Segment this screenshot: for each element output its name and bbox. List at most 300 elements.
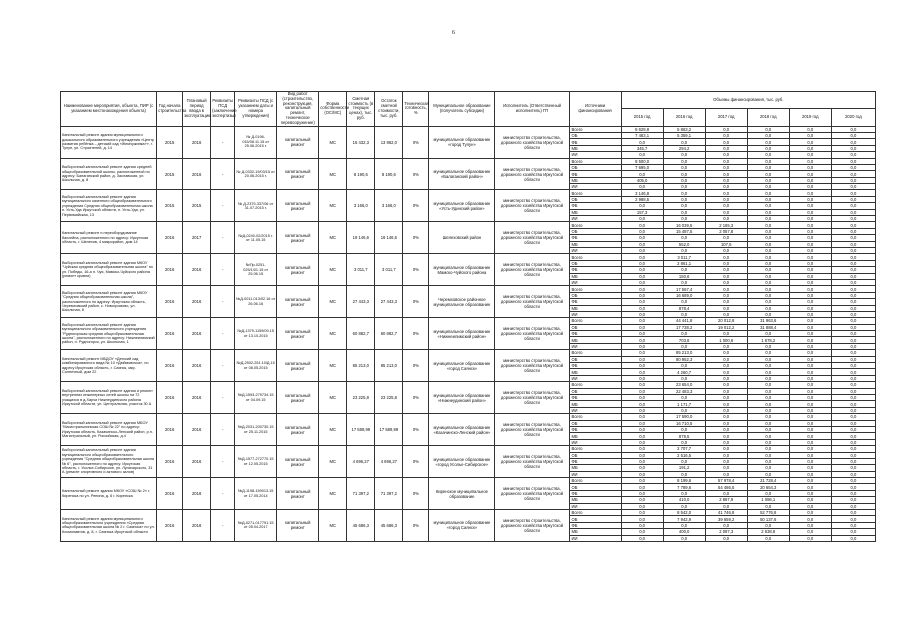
work-type: капитальный ремонт (277, 478, 319, 510)
funding-value: 0,0 (747, 369, 789, 375)
funding-source: МБ (569, 241, 621, 247)
funding-value: 0,0 (831, 292, 875, 298)
object-name: Выборочный капитальный ремонт здания муниципального образовательного учреждения "Рудногорская средняя общеобразовательная школа", расположенного по адресу: Нижнеилимский район, п. Рудногорск, ул. Школьная, 1 (61, 318, 157, 350)
municipality: муниципальное образование «Нижнеудинский район» (429, 382, 495, 414)
funding-value: 0,0 (831, 458, 875, 464)
funding-source: Всего (569, 254, 621, 260)
funding-value: 0,0 (831, 439, 875, 445)
funding-source: ОБ (569, 324, 621, 330)
funding-source: ИИ (569, 407, 621, 413)
funding-value: 0,0 (621, 510, 663, 516)
funding-source: МБ (569, 145, 621, 151)
funding-source: МБ (569, 401, 621, 407)
funding-value: 0,0 (747, 273, 789, 279)
funding-source: ИИ (569, 248, 621, 254)
psd-details: №Д-1593-279734.15 от 04.09.15 (235, 382, 277, 414)
ownership: МС (319, 158, 347, 190)
funding-value: 0,0 (789, 241, 831, 247)
funding-value: 0,0 (789, 260, 831, 266)
funding-value: 0,0 (789, 184, 831, 190)
funding-source: ИИ (569, 184, 621, 190)
readiness: 0% (403, 286, 429, 318)
funding-value: 0,0 (831, 235, 875, 241)
funding-value: 0,0 (705, 394, 747, 400)
header-ownership: Форма собственности (ОС/МС) (319, 92, 347, 127)
start-year: 2015 (157, 190, 183, 222)
funding-value: 0,0 (747, 228, 789, 234)
start-year: 2015 (157, 158, 183, 190)
funding-source: ФБ (569, 235, 621, 241)
funding-value: 0,0 (705, 388, 747, 394)
funding-value: 0,0 (789, 407, 831, 413)
start-year: 2016 (157, 350, 183, 382)
expertise: - (211, 190, 235, 222)
funding-value: 703,6 (663, 337, 705, 343)
header-work: Вид работ (строительство, реконструкция, капитальный ремонт, техническое перевооружение) (277, 92, 319, 127)
funding-value: 0,0 (747, 235, 789, 241)
municipality: муниципальное образование Мамско-Чуйского района (429, 254, 495, 286)
funding-value: 0,0 (621, 407, 663, 413)
ownership: МС (319, 254, 347, 286)
funding-value: 0,0 (705, 375, 747, 381)
funding-value: 0,0 (789, 510, 831, 516)
psd-details: №Д-0271-017791.15 от 05.04.2017 (235, 510, 277, 542)
funding-value: 0,0 (789, 228, 831, 234)
municipality: Киренское муниципальное образование (429, 478, 495, 510)
funding-value: 0,0 (705, 382, 747, 388)
funding-value: 0,0 (831, 369, 875, 375)
funding-source: МБ (569, 529, 621, 535)
funding-value: 0,0 (705, 407, 747, 413)
municipality: Черемховское районное муниципальное образование (429, 286, 495, 318)
funding-value: 0,0 (663, 139, 705, 145)
end-year: 2016 (183, 318, 211, 350)
header-year: 2019 год (789, 109, 831, 126)
funding-value: 0,0 (789, 497, 831, 503)
funding-source: ФБ (569, 458, 621, 464)
funding-source: ИИ (569, 535, 621, 541)
cost-balance: 13 962,0 (375, 126, 403, 158)
funding-value: 0,0 (663, 439, 705, 445)
funding-value: 0,0 (747, 420, 789, 426)
funding-value: 0,0 (621, 356, 663, 362)
funding-value: 0,0 (747, 286, 789, 292)
funding-value: 0,0 (789, 490, 831, 496)
funding-value: 0,0 (621, 267, 663, 273)
funding-value: 0,0 (621, 529, 663, 535)
funding-value: 0,0 (705, 311, 747, 317)
funding-value: 2 057,8 (705, 228, 747, 234)
funding-value: 0,0 (831, 363, 875, 369)
funding-value: 0,0 (663, 522, 705, 528)
funding-value: 0,0 (663, 375, 705, 381)
funding-value: 0,0 (747, 458, 789, 464)
funding-value: 0,0 (831, 522, 875, 528)
header-year: 2018 год (747, 109, 789, 126)
work-type: капитальный ремонт (277, 222, 319, 254)
funding-value: 0,0 (831, 388, 875, 394)
funding-value: 0,0 (831, 331, 875, 337)
estimated-cost: 45 686,3 (347, 510, 375, 542)
ownership: МС (319, 126, 347, 158)
funding-value: 1 086,1 (747, 497, 789, 503)
funding-source: ФБ (569, 331, 621, 337)
psd-details: № Д-0332-19/03/15 от 20.06.2015 г. (235, 158, 277, 190)
funding-value: 0,0 (663, 248, 705, 254)
municipality: муниципальное образование «город Усолье-Сибирское» (429, 446, 495, 478)
funding-value: 878,4 (663, 305, 705, 311)
header-start: Год начала строительства (157, 92, 183, 127)
funding-value: 0,0 (621, 318, 663, 324)
funding-value: 0,0 (663, 171, 705, 177)
funding-value: 0,0 (831, 414, 875, 420)
work-type: капитальный ремонт (277, 446, 319, 478)
funding-value: 0,0 (747, 139, 789, 145)
psd-details: №Д-0240-02/2015 г. от 11.05.15 (235, 222, 277, 254)
funding-value: 0,0 (789, 267, 831, 273)
funding-value: 0,0 (621, 497, 663, 503)
funding-value: 0,0 (621, 248, 663, 254)
executor: министерство строительства, дорожного хозяйства Иркутской области (495, 222, 569, 254)
expertise: - (211, 318, 235, 350)
funding-value: 41 746,8 (705, 510, 747, 516)
funding-value: 52 776,8 (747, 510, 789, 516)
funding-value: 0,0 (747, 158, 789, 164)
funding-value: 0,0 (705, 254, 747, 260)
funding-value: 0,0 (705, 158, 747, 164)
funding-value: 2 861,1 (663, 260, 705, 266)
funding-value: 0,0 (747, 414, 789, 420)
funding-value: 0,0 (831, 490, 875, 496)
funding-value: 0,0 (705, 331, 747, 337)
funding-value: 0,0 (705, 433, 747, 439)
funding-source: МБ (569, 465, 621, 471)
funding-value: 0,0 (831, 267, 875, 273)
funding-value: 0,0 (831, 375, 875, 381)
cost-balance: 60 882,7 (375, 318, 403, 350)
funding-value: 0,0 (621, 439, 663, 445)
funding-value: 0,0 (747, 439, 789, 445)
funding-value: 1 000,6 (705, 337, 747, 343)
table-body (61, 126, 876, 541)
funding-value: 0,0 (831, 203, 875, 209)
funding-value: 7 695,0 (621, 164, 663, 170)
funding-source: ИИ (569, 503, 621, 509)
psd-details: №Д-1198-159013.15 от 17.05.2014 (235, 478, 277, 510)
funding-value: 80 952,3 (663, 356, 705, 362)
municipality: муниципальное образование «Нижнеилимский район» (429, 318, 495, 350)
funding-value: 0,0 (747, 171, 789, 177)
estimated-cost: 60 882,7 (347, 318, 375, 350)
funding-value: 0,0 (705, 522, 747, 528)
funding-value: 0,0 (789, 401, 831, 407)
funding-value: 0,0 (747, 267, 789, 273)
ownership: МС (319, 318, 347, 350)
funding-source: ОБ (569, 516, 621, 522)
funding-value: 0,0 (705, 452, 747, 458)
funding-value: 0,0 (831, 248, 875, 254)
funding-value: 0,0 (789, 248, 831, 254)
funding-value: 0,0 (789, 126, 831, 132)
funding-value: 0,0 (789, 139, 831, 145)
funding-value: 0,0 (831, 343, 875, 349)
expertise: - (211, 446, 235, 478)
funding-source: ОБ (569, 292, 621, 298)
estimated-cost: 4 696,27 (347, 446, 375, 478)
funding-value: 0,0 (705, 426, 747, 432)
start-year: 2015 (157, 126, 183, 158)
funding-value: 0,0 (621, 299, 663, 305)
funding-value: 0,0 (621, 503, 663, 509)
funding-value: 0,0 (831, 324, 875, 330)
funding-value: 0,0 (705, 465, 747, 471)
funding-value: 0,0 (831, 164, 875, 170)
expertise: - (211, 414, 235, 446)
funding-value: 410,0 (663, 497, 705, 503)
funding-value: 7 789,6 (663, 484, 705, 490)
funding-value: 0,0 (831, 420, 875, 426)
funding-value: 0,0 (705, 535, 747, 541)
funding-value: 0,0 (789, 446, 831, 452)
funding-value: 0,0 (663, 164, 705, 170)
funding-value: 3 011,7 (663, 254, 705, 260)
funding-value: 0,0 (621, 388, 663, 394)
object-name: Капитальный ремонт и переоборудование бассейна, расположенного по адресу: Иркутская область, г. Шелехов, 4 микрорайон, дом 14 (61, 222, 157, 254)
readiness: 0% (403, 254, 429, 286)
funding-value: 150,6 (663, 273, 705, 279)
funding-source: ФБ (569, 267, 621, 273)
funding-value: 0,0 (789, 279, 831, 285)
end-year: 2016 (183, 382, 211, 414)
funding-value: 0,0 (747, 260, 789, 266)
funding-value: 22 483,3 (663, 388, 705, 394)
header-readiness: Техническая готовность, % (403, 92, 429, 127)
funding-value: 0,0 (663, 407, 705, 413)
funding-source: ИИ (569, 375, 621, 381)
funding-value: 16 689,0 (663, 292, 705, 298)
funding-value: 0,0 (831, 433, 875, 439)
header-year: 2016 год (663, 109, 705, 126)
funding-value: 0,0 (747, 426, 789, 432)
funding-source: Всего (569, 286, 621, 292)
funding-value: 0,0 (831, 241, 875, 247)
funding-value: 0,0 (621, 324, 663, 330)
work-type: капитальный ремонт (277, 350, 319, 382)
header-expertise: Реквизиты ПСД (заключение экспертизы) (211, 92, 235, 127)
readiness: 0% (403, 478, 429, 510)
funding-value: 0,0 (663, 394, 705, 400)
funding-value: 0,0 (831, 152, 875, 158)
funding-value: 107,5 (705, 241, 747, 247)
funding-source: ФБ (569, 139, 621, 145)
funding-value: 0,0 (621, 350, 663, 356)
funding-value: 0,0 (747, 452, 789, 458)
estimated-cost: 23 225,8 (347, 382, 375, 414)
funding-value: 0,0 (663, 216, 705, 222)
funding-value: 0,0 (621, 471, 663, 477)
funding-value: 0,0 (831, 497, 875, 503)
funding-value: 0,0 (621, 414, 663, 420)
funding-value: 2 638,8 (747, 529, 789, 535)
funding-value: 0,0 (705, 260, 747, 266)
funding-value: 2 988,5 (621, 196, 663, 202)
readiness: 0% (403, 190, 429, 222)
end-year: 2016 (183, 158, 211, 190)
funding-value: 0,0 (831, 394, 875, 400)
funding-value: 0,0 (705, 439, 747, 445)
funding-value: 0,0 (705, 490, 747, 496)
estimated-cost: 17 589,99 (347, 414, 375, 446)
cost-balance: 3 011,7 (375, 254, 403, 286)
funding-source: Всего (569, 478, 621, 484)
funding-value: 0,0 (747, 394, 789, 400)
funding-value: 0,0 (831, 452, 875, 458)
funding-source: Всего (569, 382, 621, 388)
funding-value: 0,0 (831, 196, 875, 202)
funding-value: 0,0 (621, 522, 663, 528)
funding-source: ФБ (569, 394, 621, 400)
ownership: МС (319, 382, 347, 414)
funding-value: 0,0 (789, 145, 831, 151)
funding-value: 0,0 (705, 145, 747, 151)
cost-balance: 23 225,8 (375, 382, 403, 414)
municipality: муниципальное образование «Усть-Удинский район» (429, 190, 495, 222)
executor: министерство строительства, дорожного хозяйства Иркутской области (495, 126, 569, 158)
object-name: Выборочный капитальный ремонт здания муниципального казенного общеобразовательного учреждения Средняя общеобразовательная школа п. Усть-Уда Иркутской области, п. Усть-Уда, ул. Первомайская, 13 (61, 190, 157, 222)
funding-value: 0,0 (621, 222, 663, 228)
funding-value: 0,0 (705, 196, 747, 202)
funding-source: Всего (569, 446, 621, 452)
funding-value: 0,0 (789, 152, 831, 158)
funding-value: 0,0 (789, 158, 831, 164)
funding-value: 0,0 (747, 132, 789, 138)
start-year: 2016 (157, 318, 183, 350)
start-year: 2016 (157, 286, 183, 318)
funding-source: ФБ (569, 490, 621, 496)
funding-value: 0,0 (747, 299, 789, 305)
funding-value: 8 199,6 (663, 478, 705, 484)
funding-value: 0,0 (789, 516, 831, 522)
funding-value: 0,0 (621, 465, 663, 471)
header-psd: Реквизиты ПСД (с указанием даты и номера утверждения) (235, 92, 277, 127)
funding-value: 0,0 (621, 394, 663, 400)
expertise: - (211, 510, 235, 542)
readiness: 0% (403, 222, 429, 254)
funding-value: 0,0 (789, 433, 831, 439)
ownership: МС (319, 350, 347, 382)
readiness: 0% (403, 158, 429, 190)
funding-value: 0,0 (705, 420, 747, 426)
funding-value: 0,0 (789, 331, 831, 337)
object-name: Выборочный капитальный ремонт здания средней общеобразовательной школы, расположенной по адресу: Балаганский район, д. Заславская, ул. Школьная, д. 8 (61, 158, 157, 190)
funding-value: 0,0 (663, 471, 705, 477)
funding-value: 0,0 (705, 152, 747, 158)
funding-value: 0,0 (663, 311, 705, 317)
funding-value: 0,0 (621, 241, 663, 247)
readiness: 0% (403, 510, 429, 542)
funding-value: 0,0 (789, 535, 831, 541)
funding-value: 191,2 (663, 465, 705, 471)
funding-value: 0,0 (831, 529, 875, 535)
object-name: Выборочный капитальный ремонт здания МБОУ "Магистральнинская СОШ № 22" по адресу: Иркутская область, Казачинско-Ленский район, р.п. Магистральный, ул. Российская, д.4 (61, 414, 157, 446)
funding-value: 552,0 (663, 241, 705, 247)
end-year: 2016 (183, 286, 211, 318)
funding-value: 0,0 (705, 350, 747, 356)
funding-value: 0,0 (747, 401, 789, 407)
municipality: муниципальное образование «город Тулун» (429, 126, 495, 158)
header-municipality: Муниципальное образование (получатель субсидии) (429, 92, 495, 127)
funding-value: 0,0 (789, 452, 831, 458)
funding-value: 0,0 (789, 203, 831, 209)
funding-value: 0,0 (789, 375, 831, 381)
funding-source: ИИ (569, 311, 621, 317)
header-executor: Исполнитель (Ответственный исполнитель) ГП (495, 92, 569, 127)
funding-value: 0,0 (789, 382, 831, 388)
funding-value: 0,0 (621, 516, 663, 522)
estimated-cost: 8 190,6 (347, 158, 375, 190)
funding-value: 0,0 (831, 516, 875, 522)
executor: министерство строительства, дорожного хозяйства Иркутской области (495, 158, 569, 190)
funding-value: 0,0 (621, 375, 663, 381)
funding-value: 0,0 (747, 196, 789, 202)
end-year: 2016 (183, 126, 211, 158)
funding-source: ИИ (569, 279, 621, 285)
ownership: МС (319, 190, 347, 222)
funding-value: 157,3 (621, 209, 663, 215)
funding-value: 0,0 (705, 458, 747, 464)
funding-value: 0,0 (705, 209, 747, 215)
funding-value: 0,0 (747, 382, 789, 388)
funding-value: 0,0 (747, 209, 789, 215)
psd-details: №Д-1379-1159/09.15 от 13.10.2015 (235, 318, 277, 350)
funding-value: 0,0 (705, 190, 747, 196)
funding-value: 0,0 (663, 184, 705, 190)
funding-source: ФБ (569, 299, 621, 305)
funding-value: 16 710,5 (663, 420, 705, 426)
psd-details: №Пр-0251-025/1/01.15 от 25.06.15 (235, 254, 277, 286)
funding-value: 0,0 (705, 126, 747, 132)
funding-value: 0,0 (705, 177, 747, 183)
funding-value: 0,0 (621, 452, 663, 458)
ownership: МС (319, 286, 347, 318)
end-year: 2016 (183, 446, 211, 478)
expertise: - (211, 478, 235, 510)
funding-source: Всего (569, 158, 621, 164)
expertise: - (211, 286, 235, 318)
municipality: Шелеховский район (429, 222, 495, 254)
funding-source: Всего (569, 190, 621, 196)
funding-source: ИИ (569, 152, 621, 158)
funding-value: 0,0 (621, 292, 663, 298)
funding-value: 0,0 (747, 177, 789, 183)
funding-value: 0,0 (747, 305, 789, 311)
funding-value: 0,0 (831, 446, 875, 452)
object-name: Выборочный капитальный ремонт здания МКОУ "Средняя общеобразовательная школа", расположенного по адресу: Иркутская область, Черемховский район, с. Новогромово, ул. Школьная, 8 (61, 286, 157, 318)
psd-details: №Д-2502-251.10/Д.15 от 08.05.2015 (235, 350, 277, 382)
funding-value: 0,0 (831, 139, 875, 145)
funding-source: Всего (569, 126, 621, 132)
executor: министерство строительства, дорожного хозяйства Иркутской области (495, 286, 569, 318)
funding-value: 0,0 (831, 171, 875, 177)
funding-value: 0,0 (747, 164, 789, 170)
expertise: - (211, 158, 235, 190)
funding-value: 0,0 (621, 286, 663, 292)
funding-value: 0,0 (831, 535, 875, 541)
funding-source: МБ (569, 337, 621, 343)
funding-value: 0,0 (789, 292, 831, 298)
header-balance: Остаток сметной стоимости, тыс. руб. (375, 92, 403, 127)
funding-value: 2 516,5 (663, 452, 705, 458)
